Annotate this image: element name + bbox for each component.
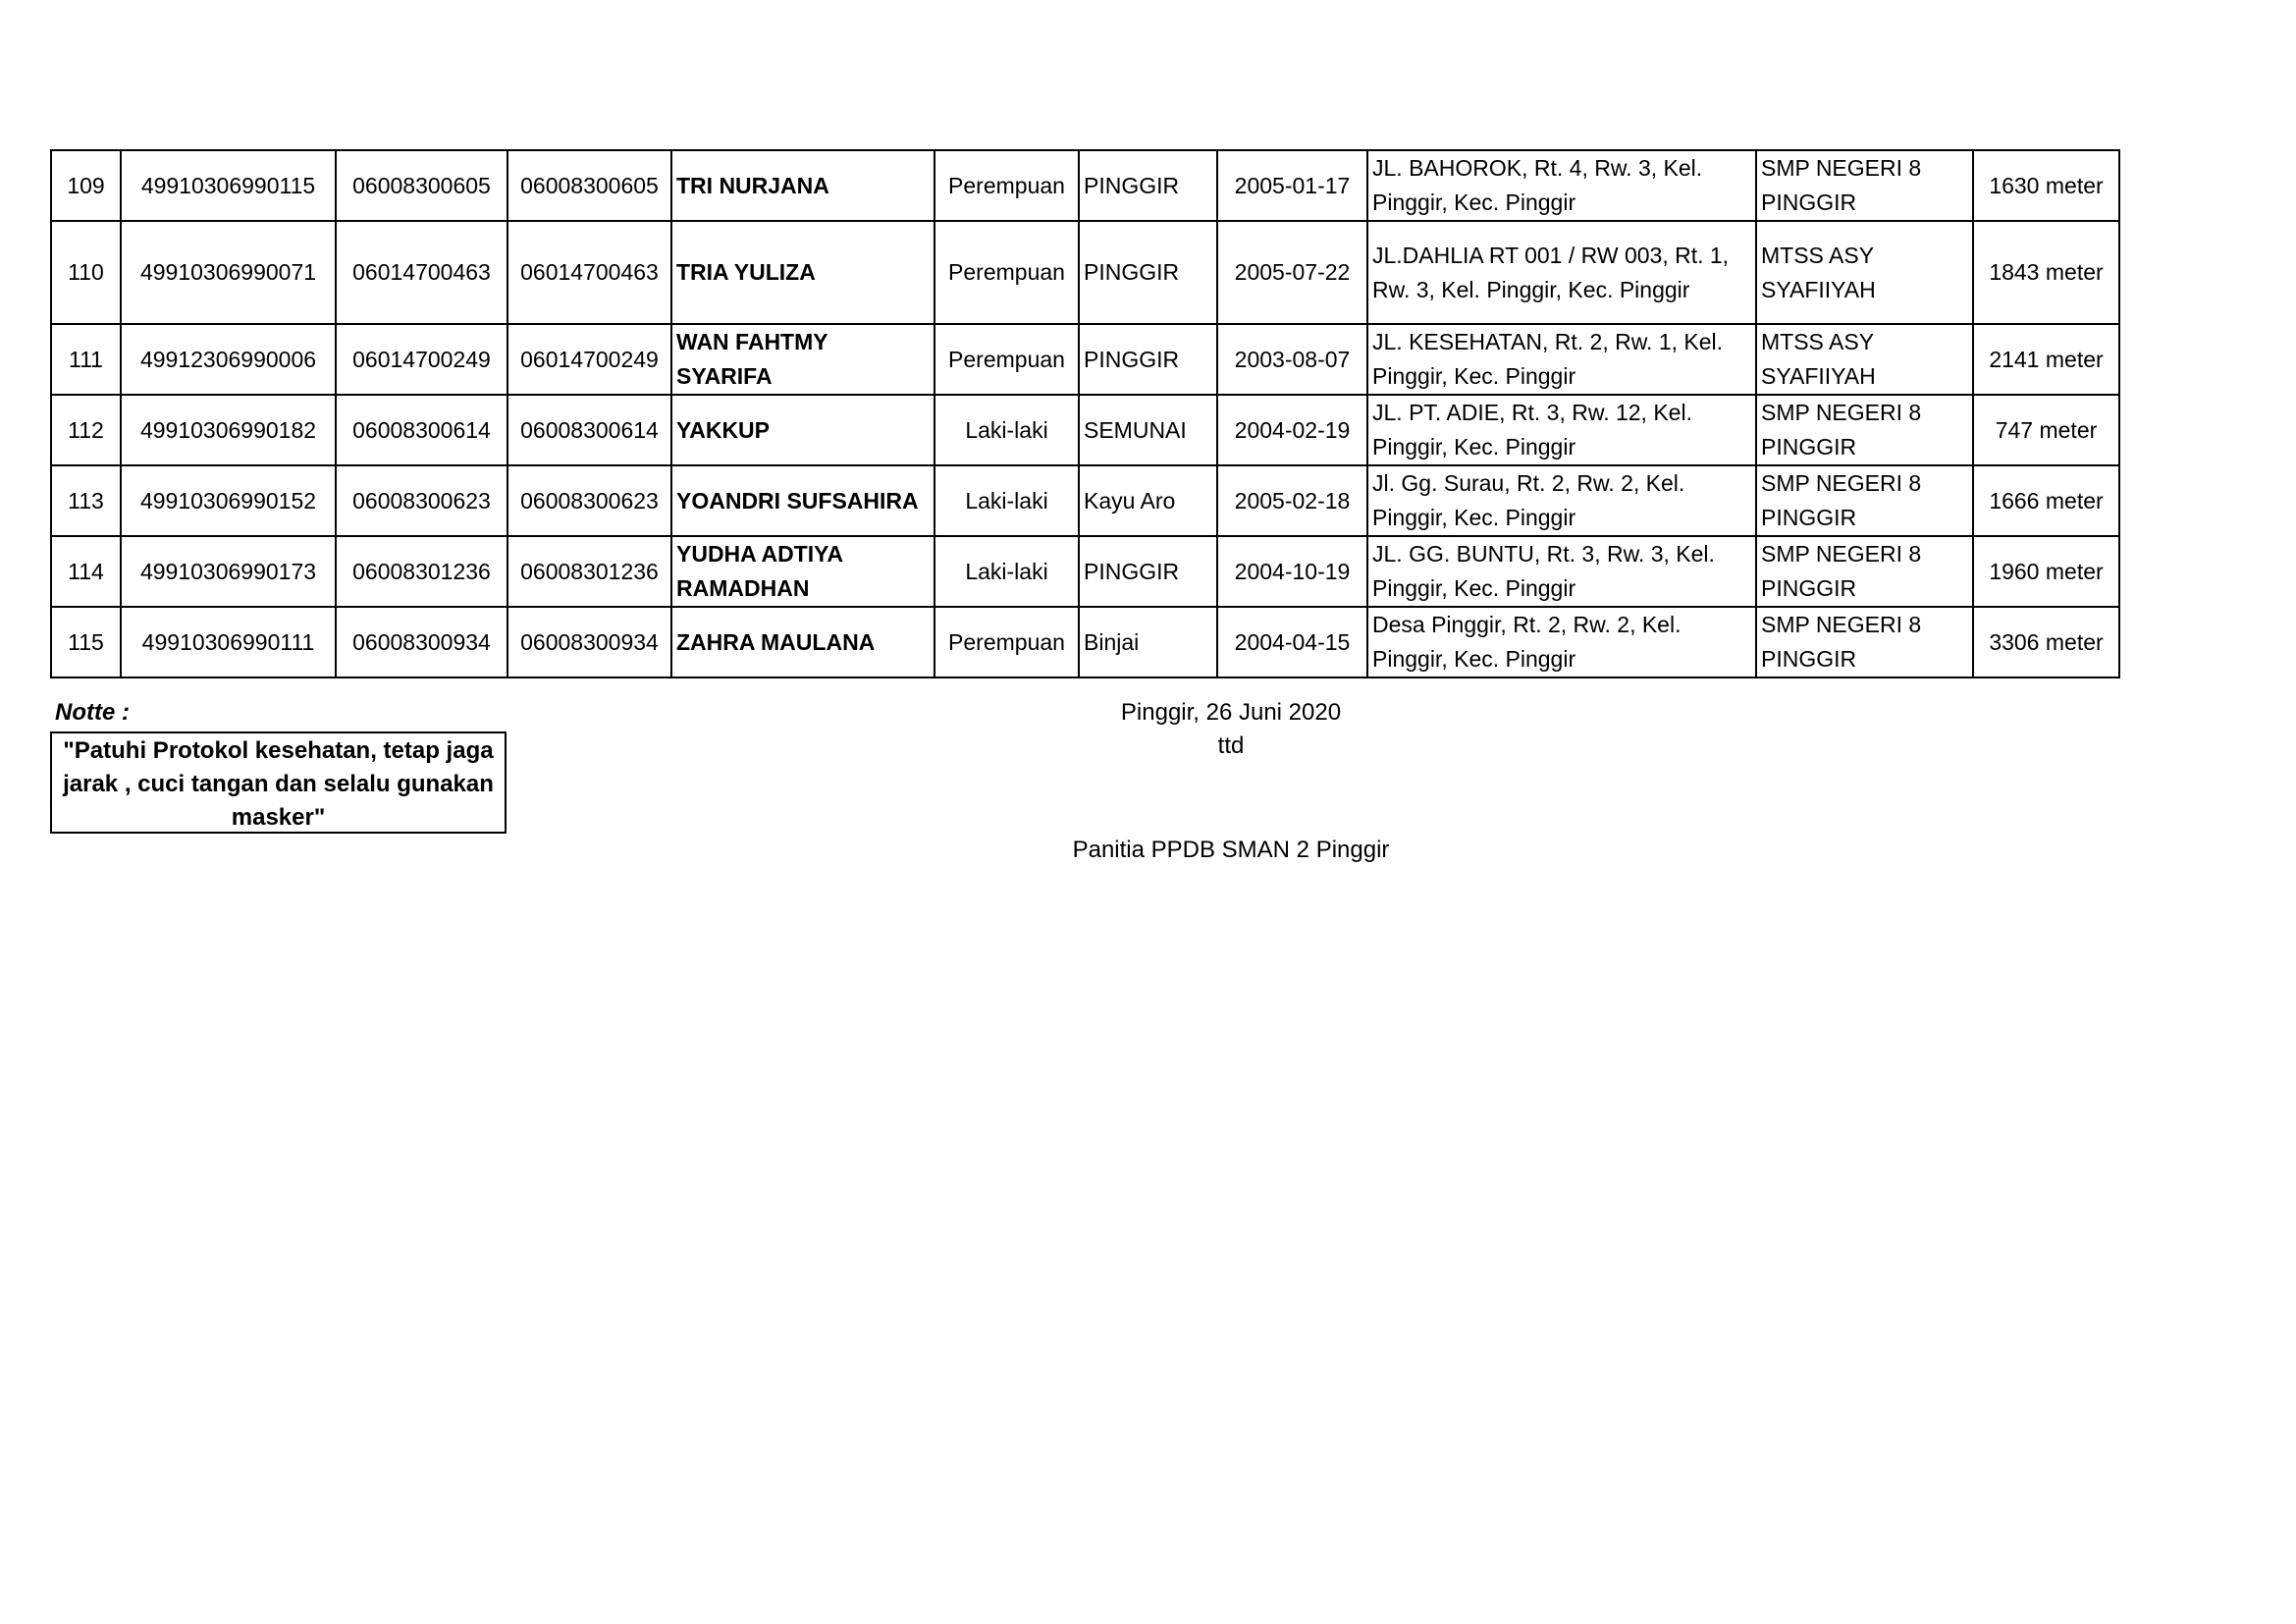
cell-id-1: 49910306990182 — [121, 395, 336, 465]
cell-name: YUDHA ADTIYA RAMADHAN — [671, 536, 934, 607]
cell-birthdate: 2005-02-18 — [1217, 465, 1367, 536]
cell-birthplace: PINGGIR — [1079, 221, 1217, 324]
cell-id-2: 06008300614 — [336, 395, 507, 465]
note-box: "Patuhi Protokol kesehatan, tetap jaga jarak , cuci tangan dan selalu gunakan masker" — [50, 731, 507, 834]
cell-name: WAN FAHTMY SYARIFA — [671, 324, 934, 395]
cell-no: 110 — [51, 221, 121, 324]
table-row — [51, 536, 2119, 607]
cell-birthplace: SEMUNAI — [1079, 395, 1217, 465]
cell-id-1: 49910306990111 — [121, 607, 336, 677]
cell-id-2: 06014700463 — [336, 221, 507, 324]
cell-id-2: 06008300605 — [336, 150, 507, 221]
cell-birthdate: 2004-10-19 — [1217, 536, 1367, 607]
cell-distance: 747 meter — [1973, 395, 2119, 465]
cell-address: Jl. Gg. Surau, Rt. 2, Rw. 2, Kel. Pinggir, Kec. Pinggir — [1367, 465, 1756, 536]
cell-birthplace: PINGGIR — [1079, 324, 1217, 395]
cell-birthplace: PINGGIR — [1079, 150, 1217, 221]
cell-id-1: 49910306990173 — [121, 536, 336, 607]
cell-birthdate: 2005-01-17 — [1217, 150, 1367, 221]
cell-gender: Perempuan — [934, 324, 1079, 395]
cell-address: Desa Pinggir, Rt. 2, Rw. 2, Kel. Pinggir, Kec. Pinggir — [1367, 607, 1756, 677]
cell-gender: Perempuan — [934, 607, 1079, 677]
cell-distance: 2141 meter — [1973, 324, 2119, 395]
table-row — [51, 324, 2119, 395]
cell-id-2: 06008301236 — [336, 536, 507, 607]
cell-id-3: 06008301236 — [507, 536, 671, 607]
cell-distance: 1960 meter — [1973, 536, 2119, 607]
cell-birthplace: Binjai — [1079, 607, 1217, 677]
cell-address: JL. KESEHATAN, Rt. 2, Rw. 1, Kel. Pinggir, Kec. Pinggir — [1367, 324, 1756, 395]
cell-id-1: 49910306990152 — [121, 465, 336, 536]
cell-no: 111 — [51, 324, 121, 395]
cell-school: SMP NEGERI 8 PINGGIR — [1756, 395, 1973, 465]
cell-birthdate: 2004-04-15 — [1217, 607, 1367, 677]
table-row — [51, 607, 2119, 677]
table-row — [51, 465, 2119, 536]
student-table — [50, 149, 2120, 678]
cell-address: JL. GG. BUNTU, Rt. 3, Rw. 3, Kel. Pinggir, Kec. Pinggir — [1367, 536, 1756, 607]
signature-signer: Panitia PPDB SMAN 2 Pinggir — [1072, 837, 1390, 863]
cell-no: 109 — [51, 150, 121, 221]
signature-ttd: ttd — [1217, 732, 1245, 759]
cell-id-1: 49910306990115 — [121, 150, 336, 221]
cell-distance: 1843 meter — [1973, 221, 2119, 324]
cell-birthdate: 2003-08-07 — [1217, 324, 1367, 395]
cell-school: SMP NEGERI 8 PINGGIR — [1756, 536, 1973, 607]
cell-id-3: 06008300614 — [507, 395, 671, 465]
cell-gender: Perempuan — [934, 150, 1079, 221]
cell-name: YAKKUP — [671, 395, 934, 465]
cell-id-3: 06014700463 — [507, 221, 671, 324]
table-row — [51, 395, 2119, 465]
cell-school: SMP NEGERI 8 PINGGIR — [1756, 607, 1973, 677]
cell-id-1: 49912306990006 — [121, 324, 336, 395]
cell-birthplace: Kayu Aro — [1079, 465, 1217, 536]
cell-id-2: 06008300623 — [336, 465, 507, 536]
cell-school: MTSS ASY SYAFIIYAH — [1756, 324, 1973, 395]
cell-address: JL.DAHLIA RT 001 / RW 003, Rt. 1, Rw. 3, Kel. Pinggir, Kec. Pinggir — [1367, 221, 1756, 324]
cell-id-3: 06008300605 — [507, 150, 671, 221]
cell-id-3: 06008300934 — [507, 607, 671, 677]
cell-no: 114 — [51, 536, 121, 607]
signature-place-date: Pinggir, 26 Juni 2020 — [1120, 699, 1342, 726]
cell-birthdate: 2005-07-22 — [1217, 221, 1367, 324]
cell-name: TRIA YULIZA — [671, 221, 934, 324]
cell-gender: Perempuan — [934, 221, 1079, 324]
cell-birthplace: PINGGIR — [1079, 536, 1217, 607]
cell-name: YOANDRI SUFSAHIRA — [671, 465, 934, 536]
cell-name: ZAHRA MAULANA — [671, 607, 934, 677]
cell-gender: Laki-laki — [934, 536, 1079, 607]
cell-id-3: 06014700249 — [507, 324, 671, 395]
cell-no: 113 — [51, 465, 121, 536]
table-row — [51, 150, 2119, 221]
table-body — [51, 150, 2119, 677]
cell-school: MTSS ASY SYAFIIYAH — [1756, 221, 1973, 324]
cell-address: JL. BAHOROK, Rt. 4, Rw. 3, Kel. Pinggir, Kec. Pinggir — [1367, 150, 1756, 221]
cell-gender: Laki-laki — [934, 395, 1079, 465]
cell-address: JL. PT. ADIE, Rt. 3, Rw. 12, Kel. Pinggir, Kec. Pinggir — [1367, 395, 1756, 465]
cell-no: 112 — [51, 395, 121, 465]
cell-id-1: 49910306990071 — [121, 221, 336, 324]
cell-birthdate: 2004-02-19 — [1217, 395, 1367, 465]
cell-name: TRI NURJANA — [671, 150, 934, 221]
cell-school: SMP NEGERI 8 PINGGIR — [1756, 150, 1973, 221]
cell-distance: 3306 meter — [1973, 607, 2119, 677]
cell-id-3: 06008300623 — [507, 465, 671, 536]
cell-distance: 1630 meter — [1973, 150, 2119, 221]
note-label: Notte : — [55, 699, 130, 726]
cell-school: SMP NEGERI 8 PINGGIR — [1756, 465, 1973, 536]
cell-distance: 1666 meter — [1973, 465, 2119, 536]
cell-id-2: 06014700249 — [336, 324, 507, 395]
cell-gender: Laki-laki — [934, 465, 1079, 536]
cell-no: 115 — [51, 607, 121, 677]
cell-id-2: 06008300934 — [336, 607, 507, 677]
table-row — [51, 221, 2119, 324]
